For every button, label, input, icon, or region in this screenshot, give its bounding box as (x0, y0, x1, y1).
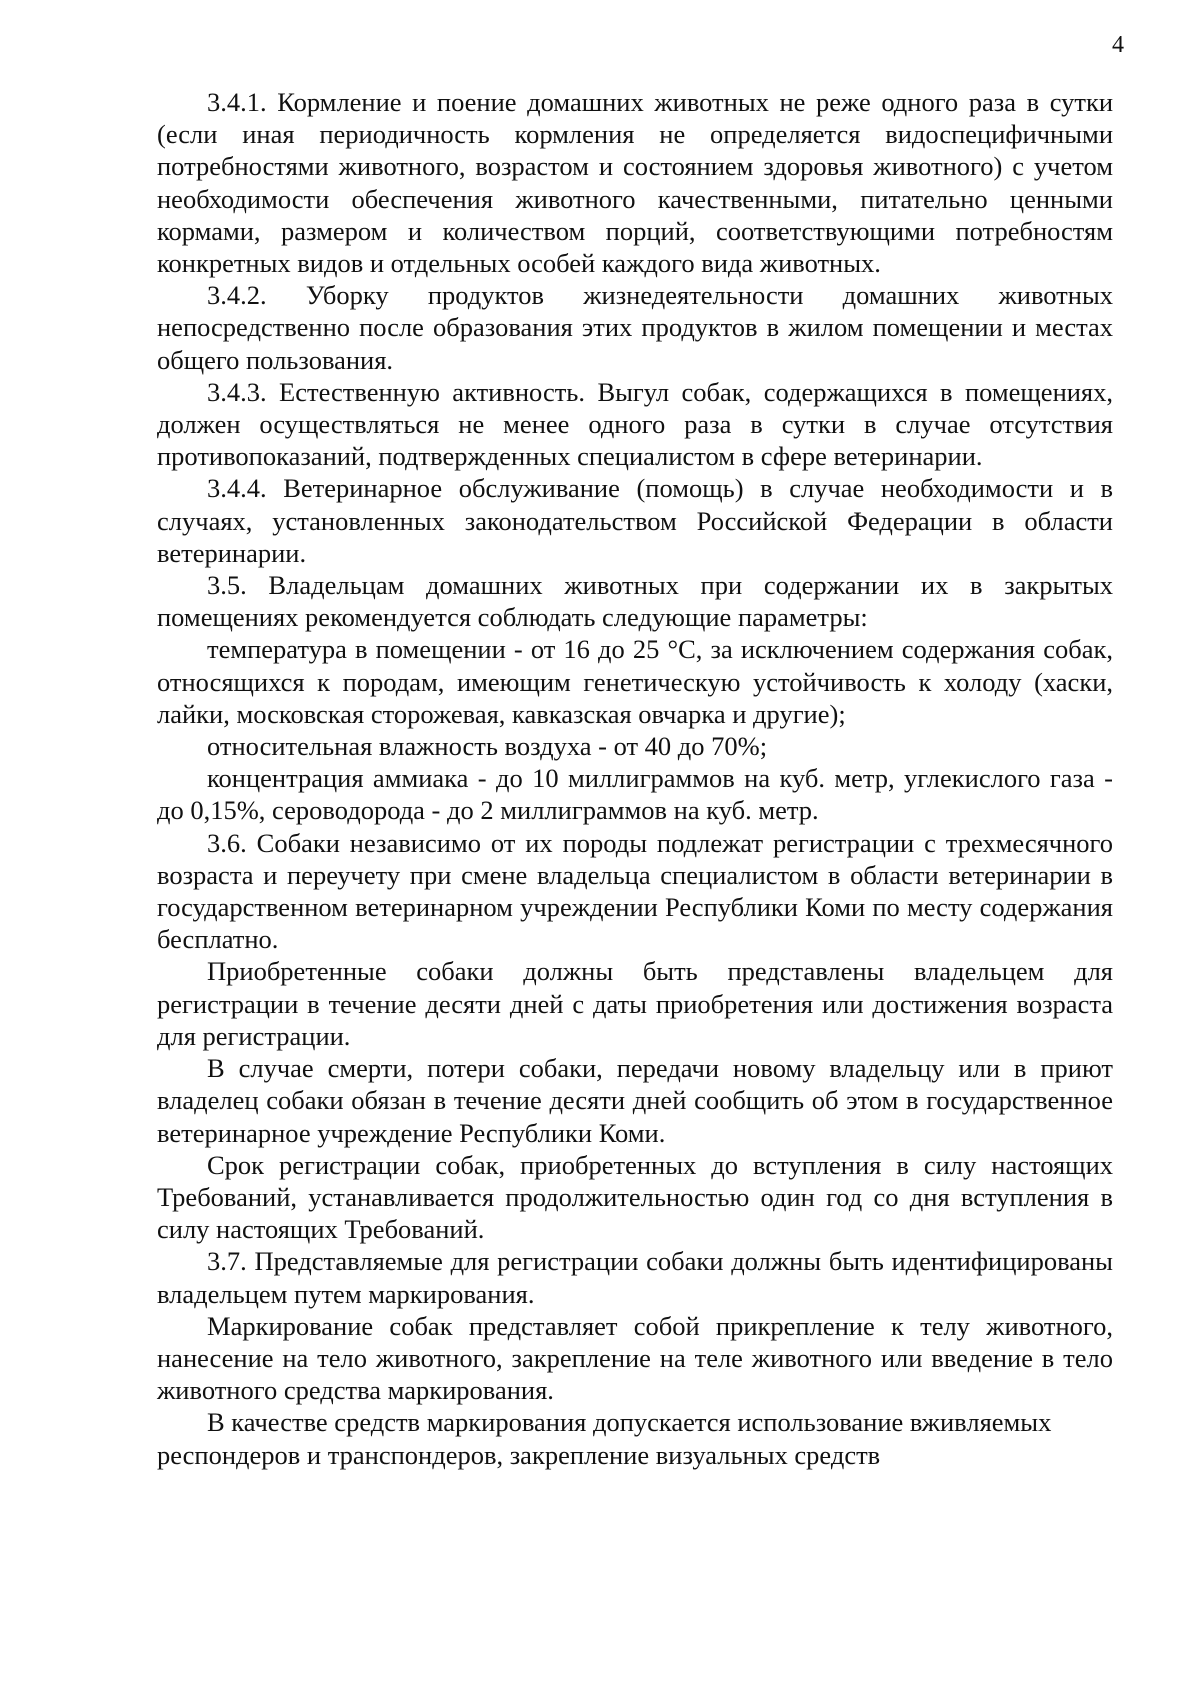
paragraph-owner-notification: В случае смерти, потери собаки, передачи новому владельцу или в приют владелец собаки обязан в течение десяти дней сообщить об этом в государственное ветеринарное учреждение Республики Коми. (157, 1053, 1113, 1148)
paragraph-3-7: 3.7. Представляемые для регистрации собаки должны быть идентифицированы владельцем путем маркирования. (157, 1246, 1113, 1309)
paragraph-marking-means: В качестве средств маркирования допускается использование вживляемых респондеров и транспондеров, закрепление визуальных средств (157, 1407, 1052, 1470)
paragraph-3-6: 3.6. Собаки независимо от их породы подлежат регистрации с трехмесячного возраста и переучету при смене владельца специалистом в области ветеринарии в государственном ветеринарном учреждении Республики Коми по месту содержания бесплатно. (157, 827, 1113, 955)
parameter-gas-concentration: концентрация аммиака - до 10 миллиграммов на куб. метр, углекислого газа - до 0,15%, сероводорода - до 2 миллиграммов на куб. метр. (157, 763, 1113, 826)
parameter-temperature: температура в помещении - от 16 до 25 °С, за исключением содержания собак, относящихся к породам, имеющим генетическую устойчивость к холоду (хаски, лайки, московская сторожевая, кавказская овчарка и другие); (157, 634, 1113, 729)
paragraph-marking-definition: Маркирование собак представляет собой прикрепление к телу животного, нанесение на тело животного, закрепление на теле животного или введение в тело животного средства маркирования. (157, 1310, 1113, 1406)
document-body (157, 86, 1113, 1471)
paragraph-registration-deadline: Приобретенные собаки должны быть представлены владельцем для регистрации в течение десяти дней с даты приобретения или достижения возраста для регистрации. (157, 956, 1113, 1051)
paragraph-3-5: 3.5. Владельцам домашних животных при содержании их в закрытых помещениях рекомендуется соблюдать следующие параметры: (157, 570, 1113, 633)
parameter-humidity: относительная влажность воздуха - от 40 до 70%; (207, 731, 768, 762)
paragraph-3-4-4: 3.4.4. Ветеринарное обслуживание (помощь) в случае необходимости и в случаях, установленных законодательством Российской Федерации в области ветеринарии. (157, 473, 1113, 568)
paragraph-3-4-2: 3.4.2. Уборку продуктов жизнедеятельности домашних животных непосредственно после образования этих продуктов в жилом помещении и местах общего пользования. (157, 280, 1113, 375)
page-number: 4 (1112, 32, 1124, 58)
paragraph-3-4-1: 3.4.1. Кормление и поение домашних животных не реже одного раза в сутки (если иная периодичность кормления не определяется видоспецифичными потребностями животного, возрастом и состоянием здоровья животного) с учетом необходимости обеспечения животного качественными, питательно ценными кормами, размером и количеством порций, соответствующими потребностям конкретных видов и отдельных особей каждого вида животных. (157, 87, 1113, 279)
paragraph-registration-term: Срок регистрации собак, приобретенных до вступления в силу настоящих Требований, устанавливается продолжительностью один год со дня вступления в силу настоящих Требований. (157, 1149, 1113, 1245)
paragraph-3-4-3: 3.4.3. Естественную активность. Выгул собак, содержащихся в помещениях, должен осуществляться не менее одного раза в сутки в случае отсутствия противопоказаний, подтвержденных специалистом в сфере ветеринарии. (157, 376, 1113, 472)
